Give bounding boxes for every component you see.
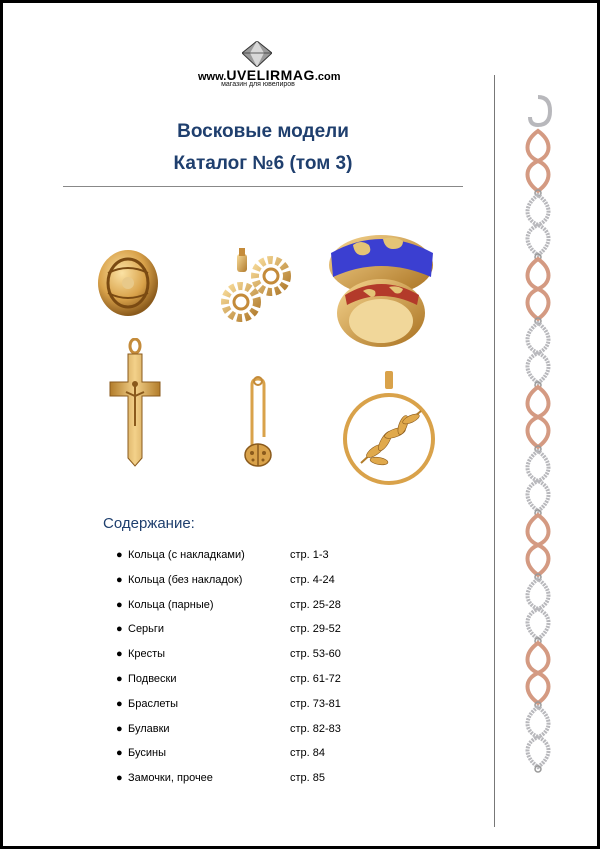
toc-item-name: Кресты [128, 648, 166, 661]
toc-item-pages: стр. 25-28 [290, 598, 341, 611]
logo-suffix: .com [314, 71, 341, 83]
bracelet-link [528, 195, 549, 255]
bullet: ● [116, 549, 123, 561]
uvelirmag-logo[interactable] [198, 41, 341, 93]
toc-item-name: Булавки [128, 722, 170, 735]
bracelet-link [528, 131, 549, 191]
vertical-divider [494, 75, 495, 827]
bracelet-link [528, 451, 549, 511]
toc-item-pages: стр. 84 [290, 747, 326, 760]
toc-item-name: Бусины [128, 747, 166, 760]
toc-item-name: Подвески [128, 672, 177, 685]
diamond-logo-icon [242, 41, 272, 67]
toc-item[interactable] [116, 698, 416, 723]
bullet: ● [116, 623, 123, 636]
bullet: ● [116, 573, 123, 586]
bracelet-link [528, 707, 549, 767]
world-map-rings-image [323, 225, 441, 349]
leaf-pendant-image [341, 371, 437, 491]
toc-item-pages: стр. 29-52 [290, 623, 341, 636]
bullet: ● [116, 648, 123, 661]
toc-item[interactable] [116, 599, 416, 624]
toc-item[interactable] [116, 723, 416, 748]
toc-item[interactable] [116, 648, 416, 673]
bullet: ● [116, 672, 123, 685]
bracelet-link [528, 579, 549, 639]
infinity-bracelet-image [518, 95, 558, 775]
table-of-contents [116, 549, 416, 797]
cross-pendant-image [98, 338, 164, 468]
toc-item-name: Кольца (парные) [128, 598, 214, 611]
logo-brand: UVELIRMAG [226, 67, 315, 83]
toc-item-name: Серьги [128, 623, 165, 636]
bracelet-link [528, 323, 549, 383]
title-divider [63, 186, 463, 187]
bullet: ● [116, 598, 123, 611]
ladybug-pin-image [228, 373, 288, 473]
bracelet-link [528, 259, 549, 319]
toc-item-name: Замочки, прочее [128, 772, 213, 785]
toc-item[interactable] [116, 673, 416, 698]
toc-item-pages: стр. 4-24 [290, 573, 335, 586]
logo-prefix: www. [198, 71, 227, 83]
toc-item-name: Браслеты [128, 697, 179, 710]
toc-item-pages: стр. 82-83 [290, 722, 341, 735]
clasp [530, 97, 550, 125]
gold-bead-image [95, 243, 161, 319]
bullet: ● [116, 722, 123, 735]
bracelet-link [528, 387, 549, 447]
toc-heading: Содержание: [103, 515, 195, 532]
toc-item[interactable] [116, 772, 416, 797]
bullet: ● [116, 697, 123, 710]
bracelet-link [528, 515, 549, 575]
gear-earrings-image [213, 246, 303, 328]
toc-item-pages: стр. 73-81 [290, 697, 341, 710]
toc-item-pages: стр. 53-60 [290, 648, 341, 661]
page-title: Восковые модели [177, 121, 349, 142]
toc-item-name: Кольца (без накладок) [128, 573, 243, 586]
toc-item[interactable] [116, 549, 416, 574]
toc-item[interactable] [116, 623, 416, 648]
toc-item-pages: стр. 1-3 [290, 549, 329, 561]
toc-item-pages: стр. 85 [290, 772, 326, 785]
bullet: ● [116, 772, 123, 785]
bullet: ● [116, 747, 123, 760]
toc-item[interactable] [116, 747, 416, 772]
toc-item-pages: стр. 61-72 [290, 672, 341, 685]
bracelet-link [528, 643, 549, 703]
toc-item[interactable] [116, 574, 416, 599]
page-subtitle: Каталог №6 (том 3) [173, 153, 353, 174]
logo-tagline: магазин для ювелиров [221, 81, 295, 88]
toc-item-name: Кольца (с накладками) [128, 549, 245, 561]
